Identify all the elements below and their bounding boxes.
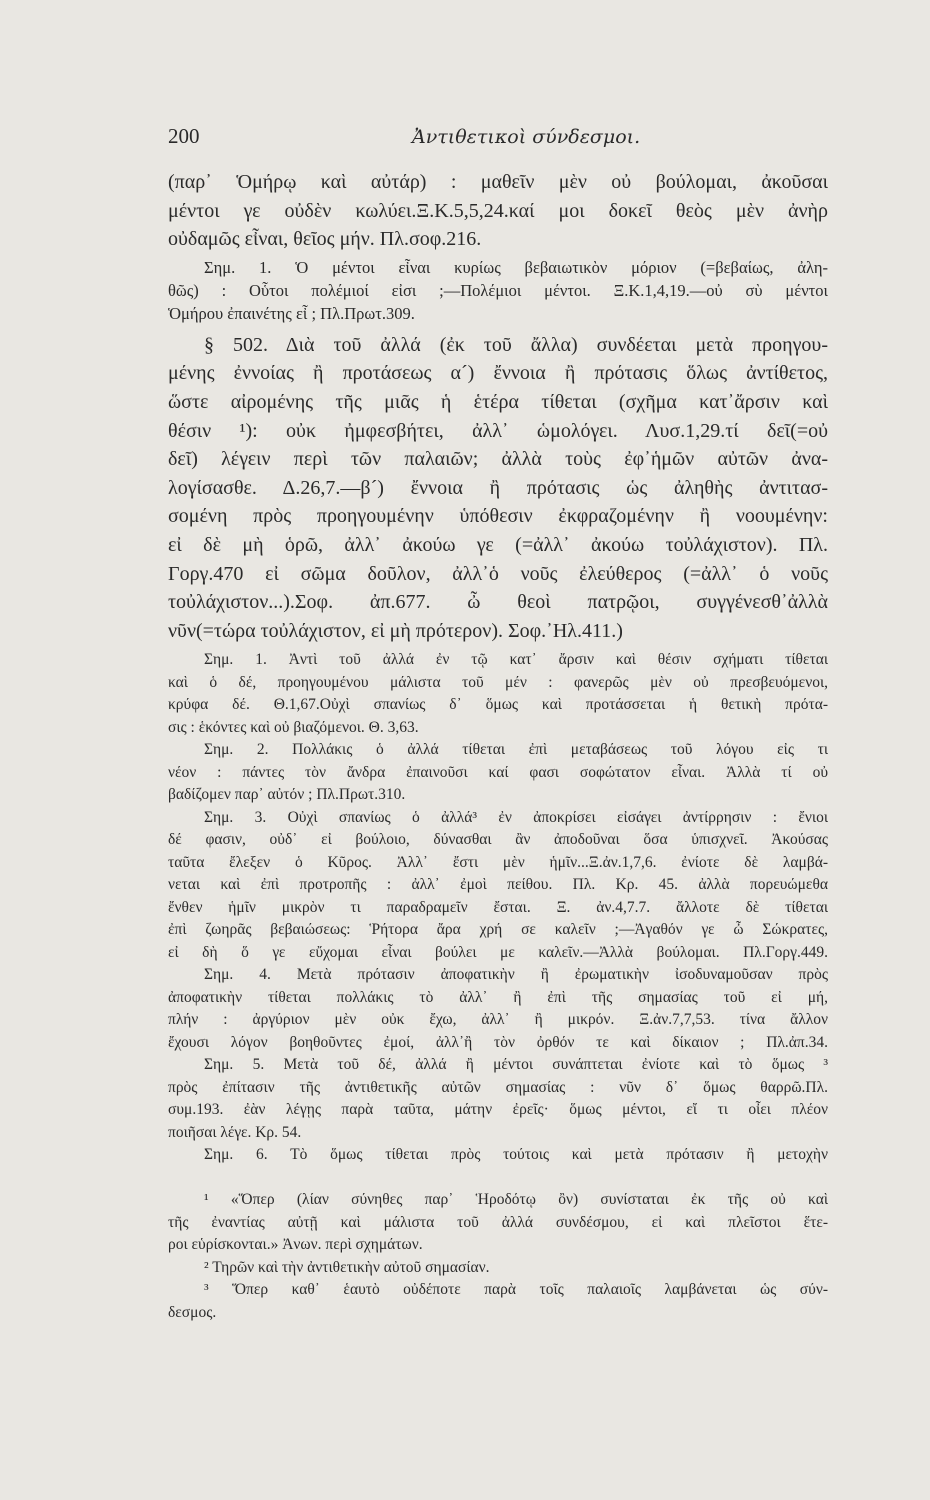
note-line: Ὁμήρου ἐπαινέτης εἶ ; Πλ.Πρωτ.309. [168, 303, 415, 323]
note-line: νέον : πάντες τὸν ἄνδρα ἐπαινοῦσι καί φασι σοφώτατον εἶναι. Ἀλλὰ τί οὐ [168, 763, 828, 781]
note-line: καὶ ὁ δέ, προηγουμένου μάλιστα τοῦ μέν : φανερῶς μὲν οὐ πρεσβευόμενοι, [168, 673, 828, 691]
text-line: ὥστε αἰρομένης τῆς μιᾶς ἡ ἑτέρα τίθεται (σχῆμα κατ᾽ἄρσιν καὶ [168, 390, 828, 413]
footnote-line: ¹ «Ὅπερ (λίαν σύνηθες παρ᾽ Ἡροδότῳ ὂν) συνίσταται ἐκ τῆς οὐ καὶ [204, 1191, 828, 1208]
text-line: δεῖ) λέγειν περὶ τῶν παλαιῶν; ἀλλὰ τοὺς ἐφ᾽ἡμῶν αὐτῶν ἀνα- [168, 448, 828, 471]
footnote-line: ³ Ὅπερ καθ᾽ ἑαυτὸ οὐδέποτε παρὰ τοῖς παλαιοῖς λαμβάνεται ὡς σύν- [204, 1281, 828, 1298]
page-number: 200 [168, 124, 200, 148]
note-line: Σημ. 1. Ὁ μέντοι εἶναι κυρίως βεβαιωτικὸν μόριον (=βεβαίως, ἀλη- [204, 257, 828, 277]
running-title: Ἀντιθετικοὶ σύνδεσμοι. [412, 126, 641, 148]
text-line: θέσιν ¹): οὐκ ἠμφεσβήτει, ἀλλ᾽ ὡμολόγει. Λυσ.1,29.τί δεῖ(=οὐ [168, 419, 828, 442]
text-line: Γοργ.470 εἰ σῶμα δοῦλον, ἀλλ᾽ὁ νοῦς ἐλεύθερος (=ἀλλ᾽ ὁ νοῦς [168, 562, 828, 585]
footnote-line: ροι εὑρίσκονται.» Ἀνων. περὶ σχημάτων. [168, 1236, 423, 1253]
note-line: Σημ. 6. Τὸ ὅμως τίθεται πρὸς τούτοις καὶ μετὰ πρότασιν ἢ μετοχὴν [204, 1146, 828, 1164]
note-line: ταῦτα ἔλεξεν ὁ Κῦρος. Ἀλλ᾽ ἔστι μὲν ἡμῖν...Ξ.ἀν.1,7,6. ἐνίοτε δὲ λαμβά- [168, 853, 828, 871]
text-line: μένης ἐννοίας ἢ προτάσεως α´) ἔννοια ἢ πρότασις ὅλως ἀντίθετος, [168, 362, 828, 385]
text-line: σομένη πρὸς προηγουμένην ὑπόθεσιν ἐκφραζομένην ἢ νοουμένην: [168, 505, 828, 528]
note-line: θῶς) : Οὗτοι πολέμιοί εἰσι ;—Πολέμιοι μέντοι. Ξ.Κ.1,4,19.—οὐ σὺ μέντοι [168, 280, 828, 300]
footnote-line: τῆς ἐναντίας αὐτῇ καὶ μάλιστα τοῦ ἀλλά συνδέσμου, εἰ καὶ πλεῖστοι ἕτε- [168, 1213, 828, 1231]
text-line: νῦν(=τώρα τοὐλάχιστον, εἰ μὴ πρότερον). Σοφ.᾽Ηλ.411.) [168, 619, 623, 642]
note-line: σις : ἑκόντες καὶ οὐ βιαζόμενοι. Θ. 3,63. [168, 718, 419, 736]
section-502-heading-line: § 502. Διὰ τοῦ ἀλλά (ἐκ τοῦ ἄλλα) συνδέεται μετὰ προηγου- [204, 333, 828, 356]
page-header [168, 124, 788, 154]
text-line: τοὐλάχιστον...).Σοφ. ἀπ.677. ὦ θεοὶ πατρῷοι, συγγένεσθ᾽ἀλλὰ [168, 591, 828, 614]
note-line: νεται καὶ ἐπὶ προτροπῆς : ἀλλ᾽ ἐμοὶ πείθου. Πλ. Κρ. 45. ἀλλὰ πορευώμεθα [168, 876, 828, 894]
note-line: Σημ. 5. Μετὰ τοῦ δέ, ἀλλά ἢ μέντοι συνάπτεται ἐνίοτε καὶ τὸ ὅμως ³ [204, 1056, 828, 1074]
note-line: εἰ δὴ ὅ γε εὔχομαι εἶναι βούλει με καλεῖν.—Ἀλλὰ βούλομαι. Πλ.Γοργ.449. [168, 943, 828, 961]
note-line: Σημ. 3. Οὐχὶ σπανίως ὁ ἀλλά³ ἐν ἀποκρίσει εἰσάγει ἀντίρρησιν : ἔνιοι [204, 808, 828, 826]
note-line: ἔνθεν ἡμῖν μικρὸν τι παραδραμεῖν ἔσται. Ξ. ἀν.4,7.7. ἄλλοτε δὲ τίθεται [168, 898, 828, 916]
footnote-line: δεσμος. [168, 1303, 217, 1321]
text-line: μέντοι γε οὐδὲν κωλύει.Ξ.Κ.5,5,24.καί μοι δοκεῖ θεὸς μὲν ἀνὴρ [168, 199, 828, 222]
note-line: ποιῆσαι λέγε. Κρ. 54. [168, 1123, 302, 1141]
text-line: οὐδαμῶς εἶναι, θεῖος μήν. Πλ.σοφ.216. [168, 228, 482, 251]
text-line: (παρ᾽ Ὁμήρῳ καὶ αὐτάρ) : μαθεῖν μὲν οὐ βούλομαι, ἀκοῦσαι [168, 171, 828, 193]
note-line: Σημ. 1. Ἀντὶ τοῦ ἀλλά ἐν τῷ κατ᾽ ἄρσιν καὶ θέσιν σχήματι τίθεται [204, 651, 828, 669]
note-line: ἔχουσι λόγον βοηθοῦντες ἐμοί, ἀλλ᾽ἢ τὸν ὀρθόν τε καὶ δίκαιον ; Πλ.ἀπ.34. [168, 1033, 828, 1051]
note-line: συμ.193. ἐὰν λέγῃς παρὰ ταῦτα, μάτην ἐρεῖς· ὅμως μέντοι, εἴ τι οἶει πλέον [168, 1101, 828, 1119]
main-text [168, 168, 828, 1167]
note-line: Σημ. 2. Πολλάκις ὁ ἀλλά τίθεται ἐπὶ μεταβάσεως τοῦ λόγου εἰς τι [204, 741, 828, 759]
note-line: κρύφα δέ. Θ.1,67.Οὐχὶ σπανίως δ᾽ ὅμως καὶ προτάσσεται ἡ θετικὴ πρότα- [168, 696, 828, 714]
note-line: ἀποφατικὴν τίθεται πολλάκις τὸ ἀλλ᾽ ἢ ἐπὶ τῆς σημασίας τοῦ εἰ μή, [168, 988, 828, 1006]
footnote-line: ² Τηρῶν καὶ τὴν ἀντιθετικὴν αὐτοῦ σημασίαν. [204, 1258, 490, 1276]
note-line: ἐπὶ ζωηρᾶς βεβαιώσεως: Ῥήτορα ἄρα χρή σε καλεῖν ;—Ἀγαθόν γε ὦ Σώκρατες, [168, 921, 828, 939]
footnotes [168, 1189, 828, 1324]
text-line: εἰ δὲ μὴ ὁρῶ, ἀλλ᾽ ἀκούω γε (=ἀλλ᾽ ἀκούω τοὐλάχιστον). Πλ. [168, 533, 828, 556]
note-line: Σημ. 4. Μετὰ πρότασιν ἀποφατικὴν ἢ ἐρωματικὴν ἰσοδυναμοῦσαν πρὸς [204, 966, 828, 984]
note-line: πλήν : ἀργύριον μὲν οὐκ ἔχω, ἀλλ᾽ ἢ μικρόν. Ξ.ἀν.7,7,53. τίνα ἄλλον [168, 1011, 828, 1029]
note-line: βαδίζομεν παρ᾽ αὐτόν ; Πλ.Πρωτ.310. [168, 786, 406, 804]
note-line: δέ φασιν, οὐδ᾽ εἰ βούλοιο, δύνασθαι ἂν ἀποδοῦναι ὅσα ὑπισχνεῖ. Ἀκούσας [168, 831, 828, 849]
note-line: πρὸς ἐπίτασιν τῆς ἀντιθετικῆς αὐτῶν σημασίας : νῦν δ᾽ ὅμως θαρρῶ.Πλ. [168, 1078, 828, 1096]
text-line: λογίσασθε. Δ.26,7.—β´) ἔννοια ἢ πρότασις ὡς ἀληθὴς ἀντιτασ- [168, 476, 828, 499]
